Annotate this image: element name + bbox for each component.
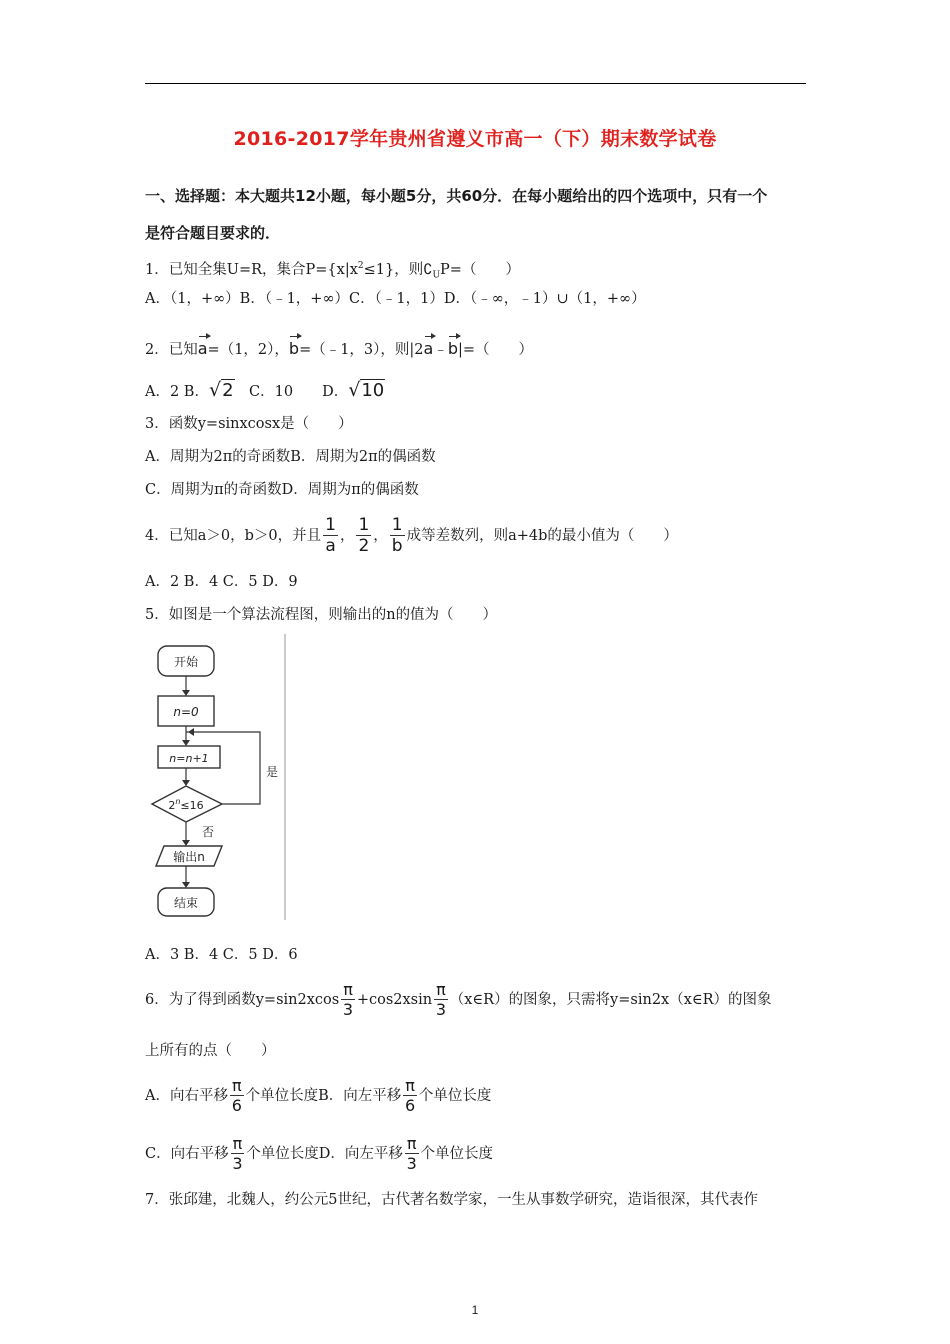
- flow-yes-label: 是: [266, 765, 279, 779]
- question-6-cont: 上所有的点（ ）: [145, 1043, 276, 1059]
- arrow-icon: [182, 780, 190, 786]
- arrow-icon: [182, 882, 190, 888]
- fraction-pi-over-3: $\frac{\pi}{3}$: [406, 1134, 417, 1173]
- question-2-options: A．2 B．√2 C．10 D．√10: [145, 379, 385, 401]
- section-heading: 一、选择题：本大题共12小题，每小题5分，共60分．在每小题给出的四个选项中，只有一个: [145, 187, 768, 205]
- flow-no-label: 否: [202, 825, 215, 839]
- arrow-icon: [182, 740, 190, 746]
- question-3: 3．函数y=sinxcosx是（ ）: [145, 416, 353, 432]
- sqrt-10: √10: [348, 379, 385, 401]
- question-6: 6．为了得到函数y=sin2xcos $\frac{\pi}{3}$ +cos2xsin $\frac{\pi}{3}$ （x∈R）的图象，只需将y=sin2x（x∈R）的图象: [145, 980, 772, 1019]
- flow-start-label: 开始: [173, 655, 199, 669]
- sqrt-2: √2: [208, 379, 234, 401]
- fraction-1-over-2: $\frac{1}{2}$: [358, 515, 370, 556]
- question-3-options-cd: C．周期为π的奇函数D．周期为π的偶函数: [145, 482, 419, 498]
- fraction-1-over-b: $\frac{1}{b}$: [391, 515, 403, 556]
- arrow-icon: [182, 690, 190, 696]
- section-heading-cont: 是符合题目要求的．: [145, 224, 281, 242]
- question-7: 7．张邱建，北魏人，约公元5世纪，古代著名数学家，一生从事数学研究，造诣很深，其代表作: [145, 1192, 758, 1208]
- fraction-pi-over-6: $\frac{\pi}{6}$: [405, 1076, 416, 1115]
- question-4-options: A．2 B．4 C．5 D．9: [145, 574, 298, 590]
- flow-output-label: 输出n: [173, 850, 205, 864]
- question-2: 2．已知a=（1，2），b=（﹣1，3），则|2a﹣b|=（ ）: [145, 333, 533, 360]
- flow-end-label: 结束: [173, 896, 199, 910]
- page-number: 1: [471, 1303, 479, 1317]
- question-1-options: A．（1，+∞）B．（﹣1，+∞）C．（﹣1，1）D．（﹣∞，﹣1）∪（1，+∞）: [145, 291, 646, 307]
- question-5: 5．如图是一个算法流程图，则输出的n的值为（ ）: [145, 607, 498, 623]
- fraction-1-over-a: $\frac{1}{a}$: [325, 515, 336, 556]
- arrow-icon: [188, 728, 194, 736]
- fraction-pi-over-3: $\frac{\pi}{3}$: [435, 980, 446, 1019]
- flow-init-label: n=0: [173, 705, 199, 719]
- flow-condition-label: $2^n\le 16$: [168, 797, 204, 812]
- header-rule: [145, 83, 806, 84]
- flow-step-label: n=n+1: [169, 752, 209, 765]
- vector-a: a: [424, 333, 434, 359]
- vector-b: b: [289, 333, 299, 359]
- vector-b: b: [448, 333, 458, 359]
- question-1: 1．已知全集U=R，集合$P=\{x|x^2\le 1\}$，则$∁_UP=$（ ）: [145, 261, 520, 281]
- fraction-pi-over-6: $\frac{\pi}{6}$: [231, 1076, 242, 1115]
- vector-a: a: [198, 333, 208, 359]
- fraction-pi-over-3: $\frac{\pi}{3}$: [342, 980, 354, 1019]
- question-6-options-cd: C．向右平移 $\frac{\pi}{3}$ 个单位长度D．向左平移 $\frac{\pi}{3}$ 个单位长度: [145, 1134, 494, 1173]
- document-title: 2016-2017学年贵州省遵义市高一（下）期末数学试卷: [233, 128, 717, 150]
- question-3-options-ab: A．周期为2π的奇函数B．周期为2π的偶函数: [145, 449, 436, 465]
- flowchart: [148, 634, 286, 920]
- question-4: 4．已知a＞0，b＞0，并且 $\frac{1}{a}$ ， $\frac{1}{2}$ ， $\frac{1}{b}$ 成等差数列，则a+4b的最小值为（ ）: [145, 515, 678, 556]
- question-6-options-ab: A．向右平移 $\frac{\pi}{6}$ 个单位长度B．向左平移 $\frac{\pi}{6}$ 个单位长度: [145, 1076, 492, 1115]
- fraction-pi-over-3: $\frac{\pi}{3}$: [232, 1134, 243, 1173]
- arrow-icon: [182, 840, 190, 846]
- question-5-options: A．3 B．4 C．5 D．6: [145, 947, 298, 963]
